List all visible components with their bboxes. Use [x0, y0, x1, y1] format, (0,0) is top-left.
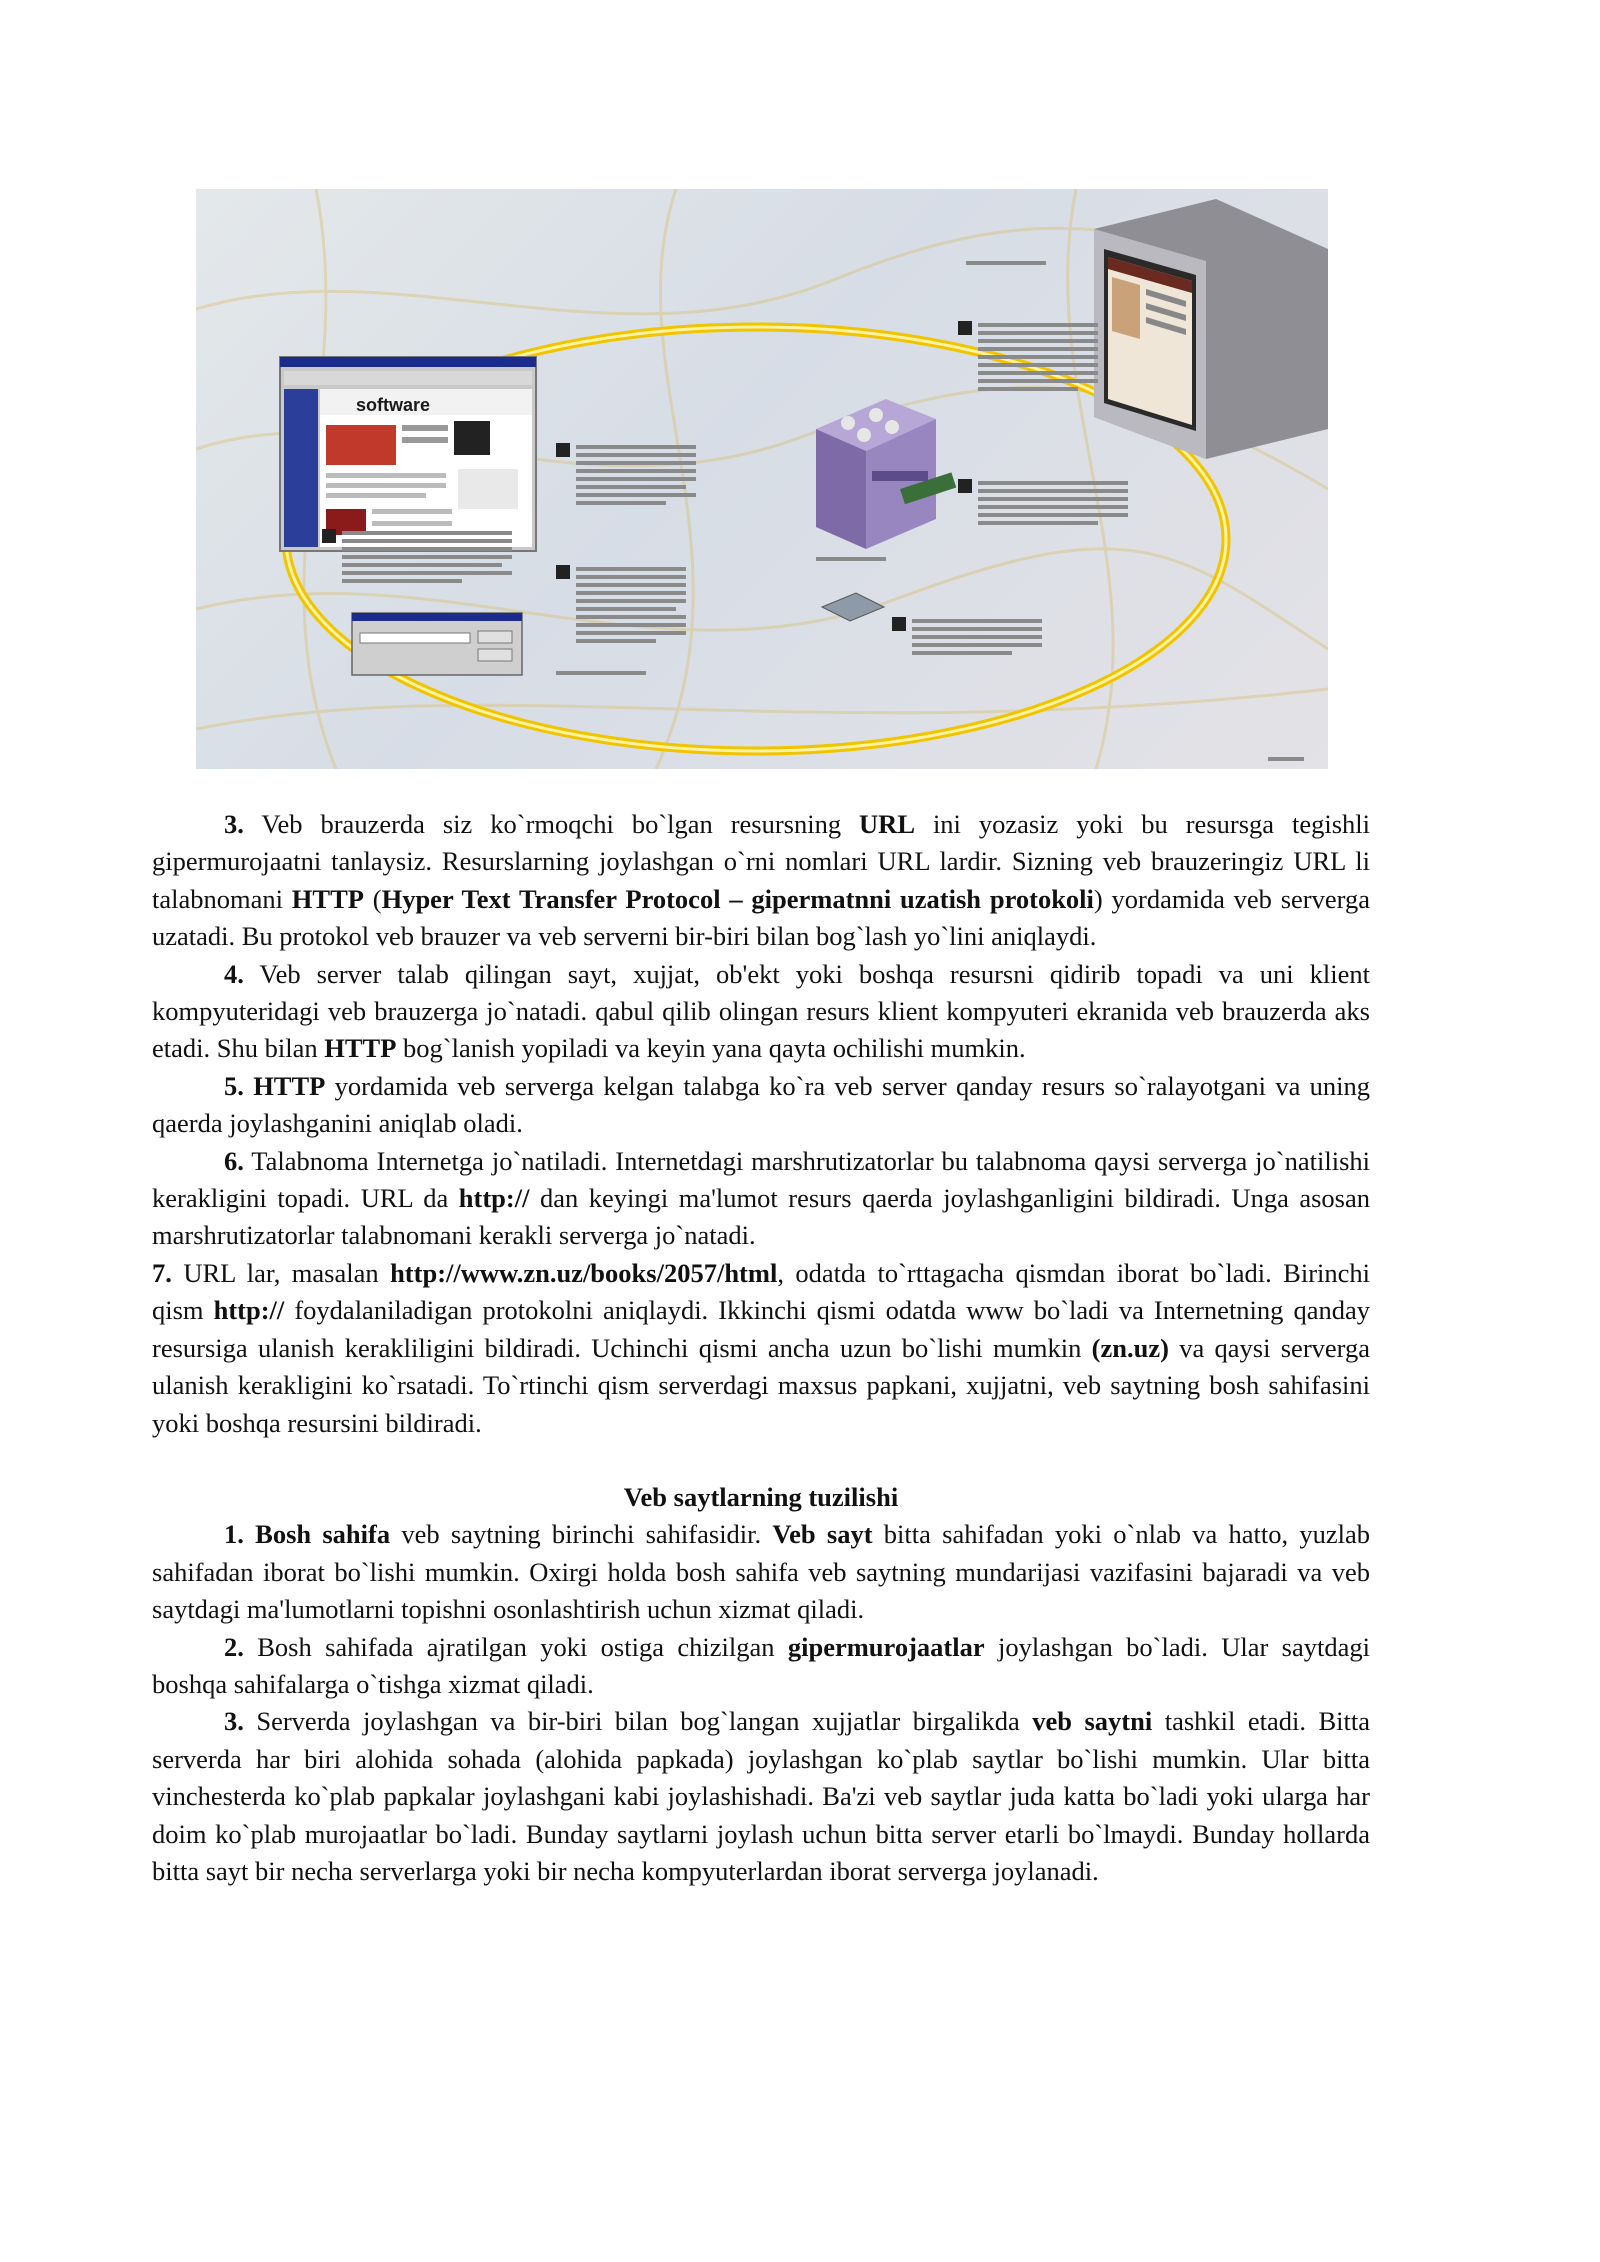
text-run: [244, 1071, 253, 1101]
paragraph: [152, 806, 1370, 956]
paragraph-number: 5.: [224, 1070, 244, 1101]
bold-term: http://www.zn.uz/books/2057/html: [390, 1257, 778, 1288]
bold-term: Hyper Text Transfer Protocol – gipermatnni uzatish protokoli: [381, 883, 1094, 914]
bold-term: (zn.uz): [1091, 1332, 1169, 1363]
url-dialog-graphic: [352, 613, 522, 675]
paragraph-number: 3.: [224, 1706, 244, 1737]
bold-term: HTTP: [291, 883, 364, 914]
text-run: bitta sahifadan yoki o`nlab va hatto, yuzlab sahifadan iborat bo`lishi mumkin. Oxirgi holda bosh sahifa veb saytning mundarijasi vazifasini bajaradi va veb saytdagi ma'lumotlarni topishni osonlashtirish uchun xizmat qiladi.: [152, 1519, 1371, 1625]
software-logo: software: [356, 395, 431, 415]
paragraph-group-site-structure: [152, 1516, 1370, 1890]
bold-term: Bosh sahifa: [255, 1519, 391, 1550]
monitor-graphic: [1094, 199, 1328, 459]
text-run: foydalaniladigan protokolni aniqlaydi. Ikkinchi qismi odatda www bo`ladi va Internetning qanday resursiga ulanish kerakliligini bildiradi. Uchinchi qismi ancha uzun bo`lishi mumkin: [152, 1295, 1371, 1363]
browser-window-graphic: [280, 357, 536, 551]
bold-term: veb saytni: [1032, 1706, 1153, 1737]
paragraph-number: 4.: [224, 958, 244, 989]
paragraph-group-url: [152, 806, 1370, 1442]
text-run: va qaysi serverga ulanish kerakligini ko`rsatadi. To`rtinchi qism serverdagi maxsus papkani, xujjatni, veb saytning bosh sahifasini yoki boshqa resursini bildiradi.: [152, 1332, 1371, 1438]
text-run: tashkil etadi. Bitta serverda har biri alohida sohada (alohida papkada) joylashgan ko`plab saytlar bo`lishi mumkin. Ular bitta vinchesterda ko`plab papkalar joylashgani kabi joylashishadi. Ba'zi veb saytlar juda katta bo`ladi yoki ularga har doim ko`plab murojaatlar bo`ladi. Bunday saytlarni joylash uchun bitta server etarli bo`lmaydi. Bunday hollarda bitta sayt bir necha serverlarga yoki bir necha kompyuterlardan iborat serverga joylanadi.: [152, 1706, 1371, 1886]
bold-term: http://: [458, 1183, 530, 1214]
bold-term: URL: [859, 809, 915, 839]
paragraph-number: 7.: [152, 1257, 172, 1288]
text-run: (: [363, 883, 382, 914]
paragraph: [152, 1143, 1370, 1255]
text-run: [244, 1519, 255, 1549]
text-run: bog`lanish yopiladi va keyin yana qayta ochilishi mumkin.: [396, 1033, 1026, 1064]
text-run: ) yordamida veb serverga uzatadi. Bu protokol veb brauzer va veb serverni bir-biri bilan bog`lash yo`lini aniqlaydi.: [152, 883, 1370, 952]
paragraph: [152, 1516, 1370, 1628]
paragraph-number: 3.: [224, 809, 244, 839]
text-run: Veb server talab qilingan sayt, xujjat, ob'ekt yoki boshqa resursni qidirib topadi va uni klient kompyuteridagi veb brauzerga jo`natadi. qabul qilib olingan resurs klient kompyuteri ekranida veb brauzerda aks etadi. Shu bilan: [152, 958, 1370, 1064]
paragraph: [152, 1255, 1370, 1442]
text-run: Serverda joylashgan va bir-biri bilan bog`langan xujjatlar birgalikda: [243, 1706, 1033, 1737]
text-run: Bosh sahifada ajratilgan yoki ostiga chizilgan: [243, 1631, 788, 1662]
web-request-illustration: [196, 189, 1328, 769]
text-run: Veb brauzerda siz ko`rmoqchi bo`lgan resursning: [243, 809, 860, 839]
text-run: joylashgan bo`ladi. Ular saytdagi boshqa sahifalarga o`tishga xizmat qiladi.: [152, 1631, 1370, 1699]
paragraph-number: 6.: [224, 1145, 244, 1176]
document-body: [152, 806, 1370, 1890]
text-run: , odatda to`rttagacha qismdan iborat bo`ladi. Birinchi qism: [152, 1257, 1371, 1326]
paragraph: [152, 1629, 1370, 1704]
text-run: Talabnoma Internetga jo`natiladi. Internetdagi marshrutizatorlar bu talabnoma qaysi serverga jo`natilishi kerakligini topadi. URL da: [152, 1145, 1370, 1214]
text-run: URL lar, masalan: [171, 1257, 391, 1288]
text-run: veb saytning birinchi sahifasidir.: [390, 1519, 773, 1550]
text-run: yordamida veb serverga kelgan talabga ko`ra veb server qanday resurs so`ralayotgani va uning qaerda joylashganini aniqlab oladi.: [152, 1070, 1371, 1139]
bold-term: gipermurojaatlar: [787, 1631, 985, 1662]
bold-term: Veb sayt: [772, 1519, 873, 1550]
paragraph: [152, 1068, 1370, 1143]
paragraph-number: 2.: [224, 1631, 244, 1662]
paragraph: [152, 1703, 1370, 1890]
bold-term: HTTP: [253, 1070, 326, 1101]
text-run: dan keyingi ma'lumot resurs qaerda joylashganligini bildiradi. Unga asosan marshrutizatorlar talabnomani kerakli serverga jo`natadi.: [152, 1183, 1370, 1251]
paragraph-number: 1.: [224, 1519, 244, 1550]
bold-term: HTTP: [324, 1033, 397, 1064]
section-heading: Veb saytlarning tuzilishi: [623, 1481, 899, 1512]
text-run: ini yozasiz yoki bu resursga tegishli gipermurojaatni tanlaysiz. Resurslarning joylashgan o`rni nomlari URL lardir. Sizning veb brauzeringiz URL li talabnomani: [152, 809, 1370, 914]
server-graphic: [816, 399, 956, 549]
bold-term: http://: [213, 1295, 285, 1326]
paragraph: [152, 956, 1370, 1068]
